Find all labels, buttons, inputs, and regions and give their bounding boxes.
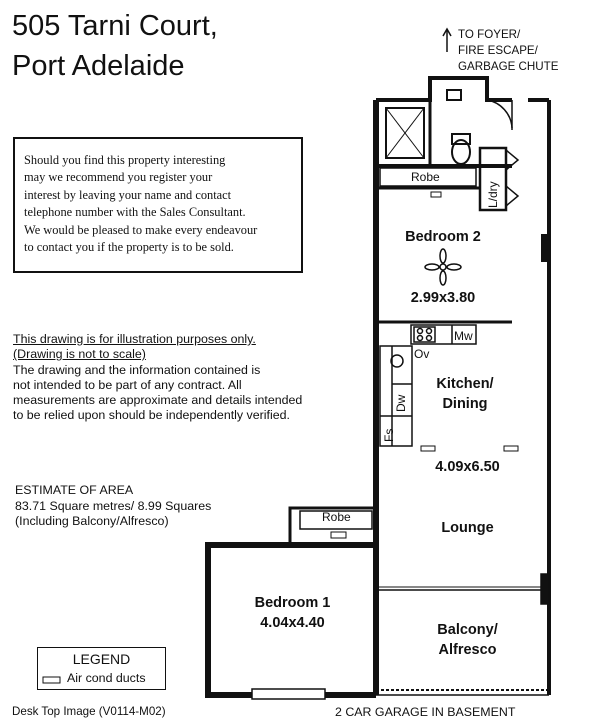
fridge-label: Fs (382, 428, 396, 442)
robe-left-label: Robe (322, 510, 351, 524)
room-name: Alfresco (438, 642, 497, 658)
title-line-1: 505 Tarni Court, (12, 10, 218, 42)
microwave-label: Mw (454, 329, 473, 343)
legend-item: Air cond ducts (67, 671, 146, 685)
legend-title: LEGEND (72, 651, 131, 667)
room-kitchen-size: 4.09x6.50 (435, 459, 500, 475)
room-name: Balcony/ (437, 622, 498, 638)
air-duct-icon (431, 192, 441, 197)
disclaimer-scale-note: (Drawing is not to scale) (13, 347, 146, 362)
notice-line: may we recommend you register your (24, 170, 213, 185)
laundry-label: L/dry (486, 181, 500, 208)
ceiling-fan-icon (425, 249, 461, 285)
oven-label: Ov (414, 347, 430, 361)
disclaimer-line: to be relied upon should be independently verified. (13, 408, 290, 423)
dishwasher-label: Dw (394, 394, 408, 412)
room-balcony (420, 620, 515, 660)
room-name: Bedroom 2 (405, 229, 481, 245)
foyer-arrow-icon (443, 29, 451, 52)
room-lounge: Lounge (441, 520, 494, 536)
notice-line: Should you find this property interesting (24, 153, 226, 167)
area-note: (Including Balcony/Alfresco) (15, 514, 169, 528)
robe-top-label: Robe (411, 170, 440, 184)
air-duct-icon (331, 532, 346, 538)
area-heading: ESTIMATE OF AREA (15, 483, 134, 497)
area-value: 83.71 Square metres/ 8.99 Squares (15, 498, 212, 513)
room-name: Bedroom 1 (254, 595, 331, 611)
room-name: Dining (442, 396, 488, 412)
room-name: Kitchen/ (436, 376, 494, 392)
foyer-line: FIRE ESCAPE/ (458, 44, 538, 57)
notice-line: We would be pleased to make every endeavour (24, 222, 258, 237)
image-reference: Desk Top Image (V0114-M02) (12, 705, 166, 718)
room-bedroom2-size: 2.99x3.80 (410, 290, 476, 306)
room-bedroom2 (388, 227, 498, 247)
garage-note: 2 CAR GARAGE IN BASEMENT (335, 705, 516, 719)
disclaimer-line: measurements are approximate and details intended (13, 393, 303, 408)
air-duct-icon (421, 446, 518, 451)
notice-line: telephone number with the Sales Consultant. (24, 205, 246, 220)
balcony-door (376, 574, 549, 604)
room-kitchen (420, 374, 510, 414)
foyer-line: GARBAGE CHUTE (458, 60, 559, 73)
disclaimer-heading: This drawing is for illustration purposes only. (13, 332, 256, 346)
notice-line: to contact you if the property is to be sold. (24, 240, 234, 255)
room-bedroom1 (240, 593, 345, 633)
title-line-2: Port Adelaide (12, 50, 185, 82)
disclaimer-line: The drawing and the information contained is (13, 362, 261, 377)
notice-line: interest by leaving your name and contact (24, 187, 232, 202)
room-size: 4.04x4.40 (260, 615, 325, 631)
foyer-line: TO FOYER/ (458, 28, 521, 41)
window-bedroom1 (252, 689, 325, 699)
disclaimer-line: not intended to be part of any contract. All (13, 377, 242, 392)
window-bedroom2 (541, 234, 549, 262)
